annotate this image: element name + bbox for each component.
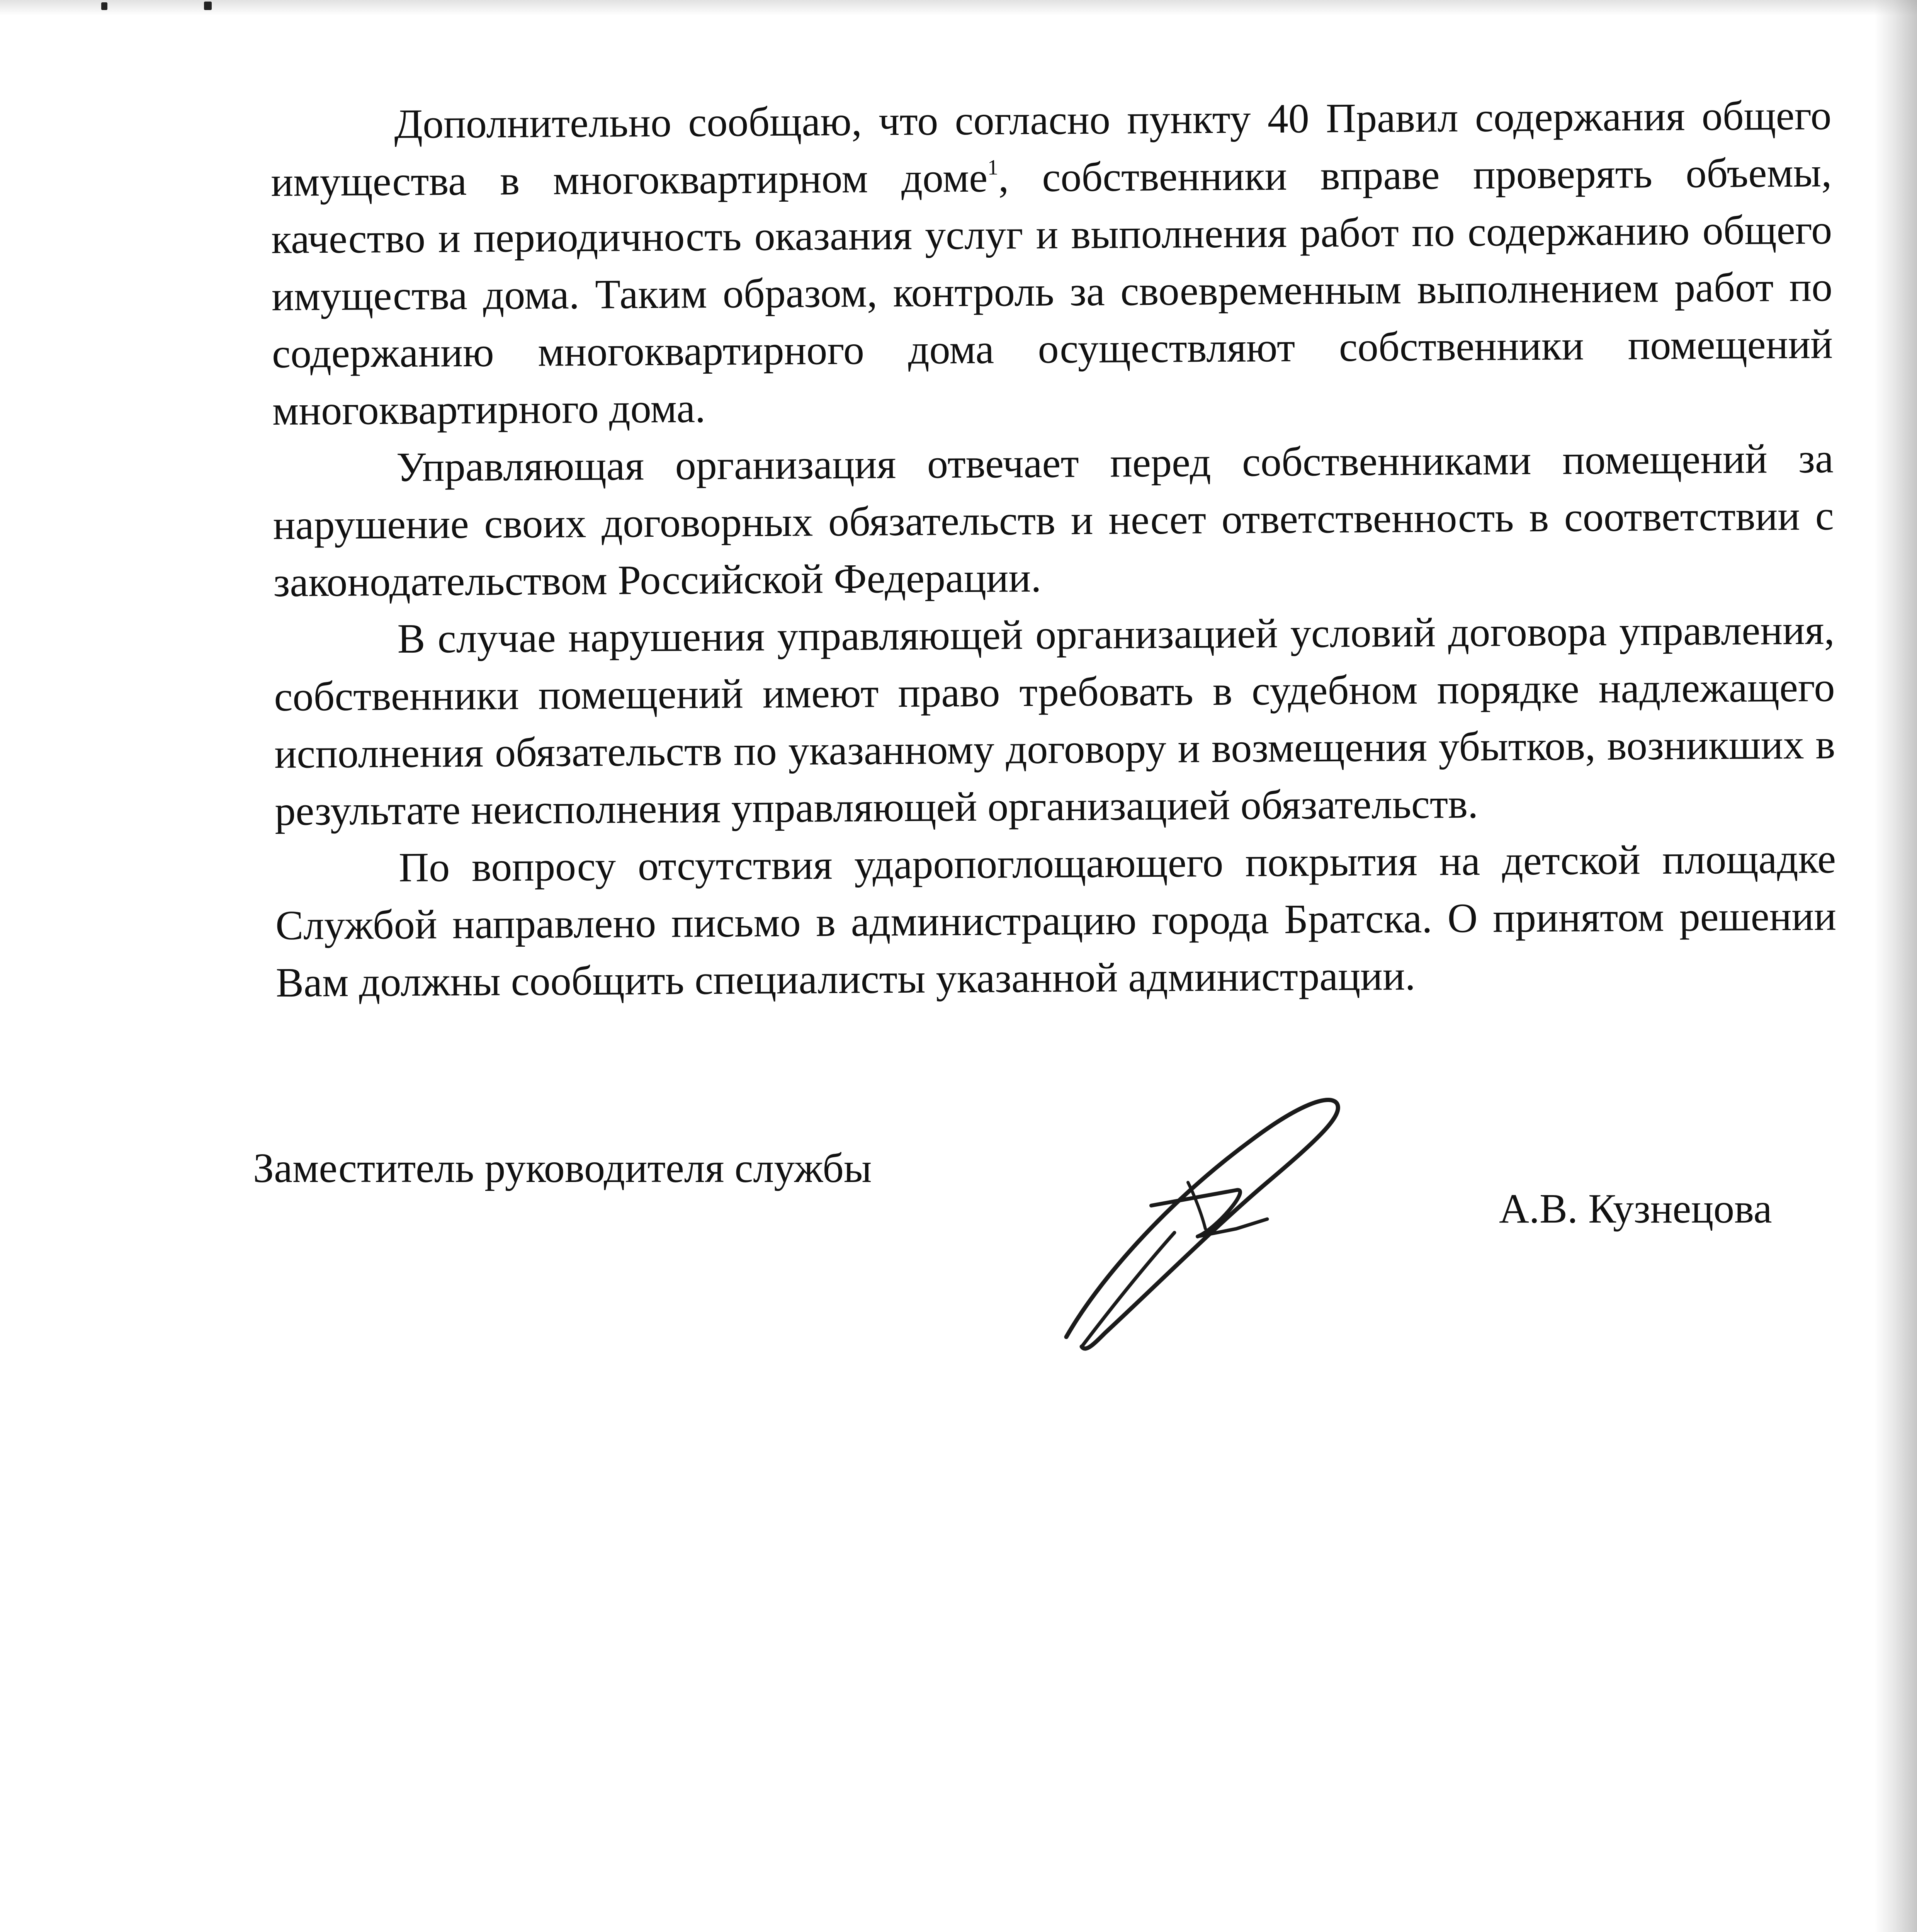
signatory-name: А.В. Кузнецова	[1499, 1186, 1772, 1232]
paragraph-text: , собственники вправе проверять объемы, качество и периодичность оказания услуг и выполнения работ по содержанию общего имущества дома. Таким образом, контроль за своевременным выполнением работ по содержанию многоквартирного дома осуществляют собственники помещений многоквартирного дома.	[271, 150, 1833, 434]
scan-speck	[101, 2, 107, 10]
scan-speck	[204, 2, 212, 10]
paragraph-responsibility: Управляющая организация отвечает перед собственниками помещений за нарушение своих договорных обязательств и несет ответственность в соответствии с законодательством Российской Федерации.	[273, 435, 1834, 605]
paragraph-contract-breach: В случае нарушения управляющей организацией условий договора управления, собственники помещений имеют право требовать в судебном порядке надлежащего исполнения обязательств по указанному договору и возмещения убытков, возникших в результате неисполнения управляющей организацией обязательств.	[274, 607, 1835, 834]
paragraph-playground-coating: По вопросу отсутствия ударопоглощающего покрытия на детской площадке Службой направлено письмо в администрацию города Братска. О принятом решении Вам должны сообщить специалисты указанной администрации.	[275, 836, 1837, 1006]
paragraph-text: Дополнительно сообщаю, что согласно пункту 40 Правил содержания общего имущества в многоквартирном доме	[270, 92, 1832, 205]
handwritten-signature	[1035, 1066, 1402, 1368]
scan-shadow-right	[1875, 0, 1917, 1932]
scan-shadow-top	[0, 0, 1917, 15]
letter-body	[270, 87, 1837, 1012]
footnote-reference: 1	[987, 155, 999, 180]
signatory-position: Заместитель руководителя службы	[253, 1145, 872, 1191]
paragraph-owner-control	[270, 87, 1833, 440]
